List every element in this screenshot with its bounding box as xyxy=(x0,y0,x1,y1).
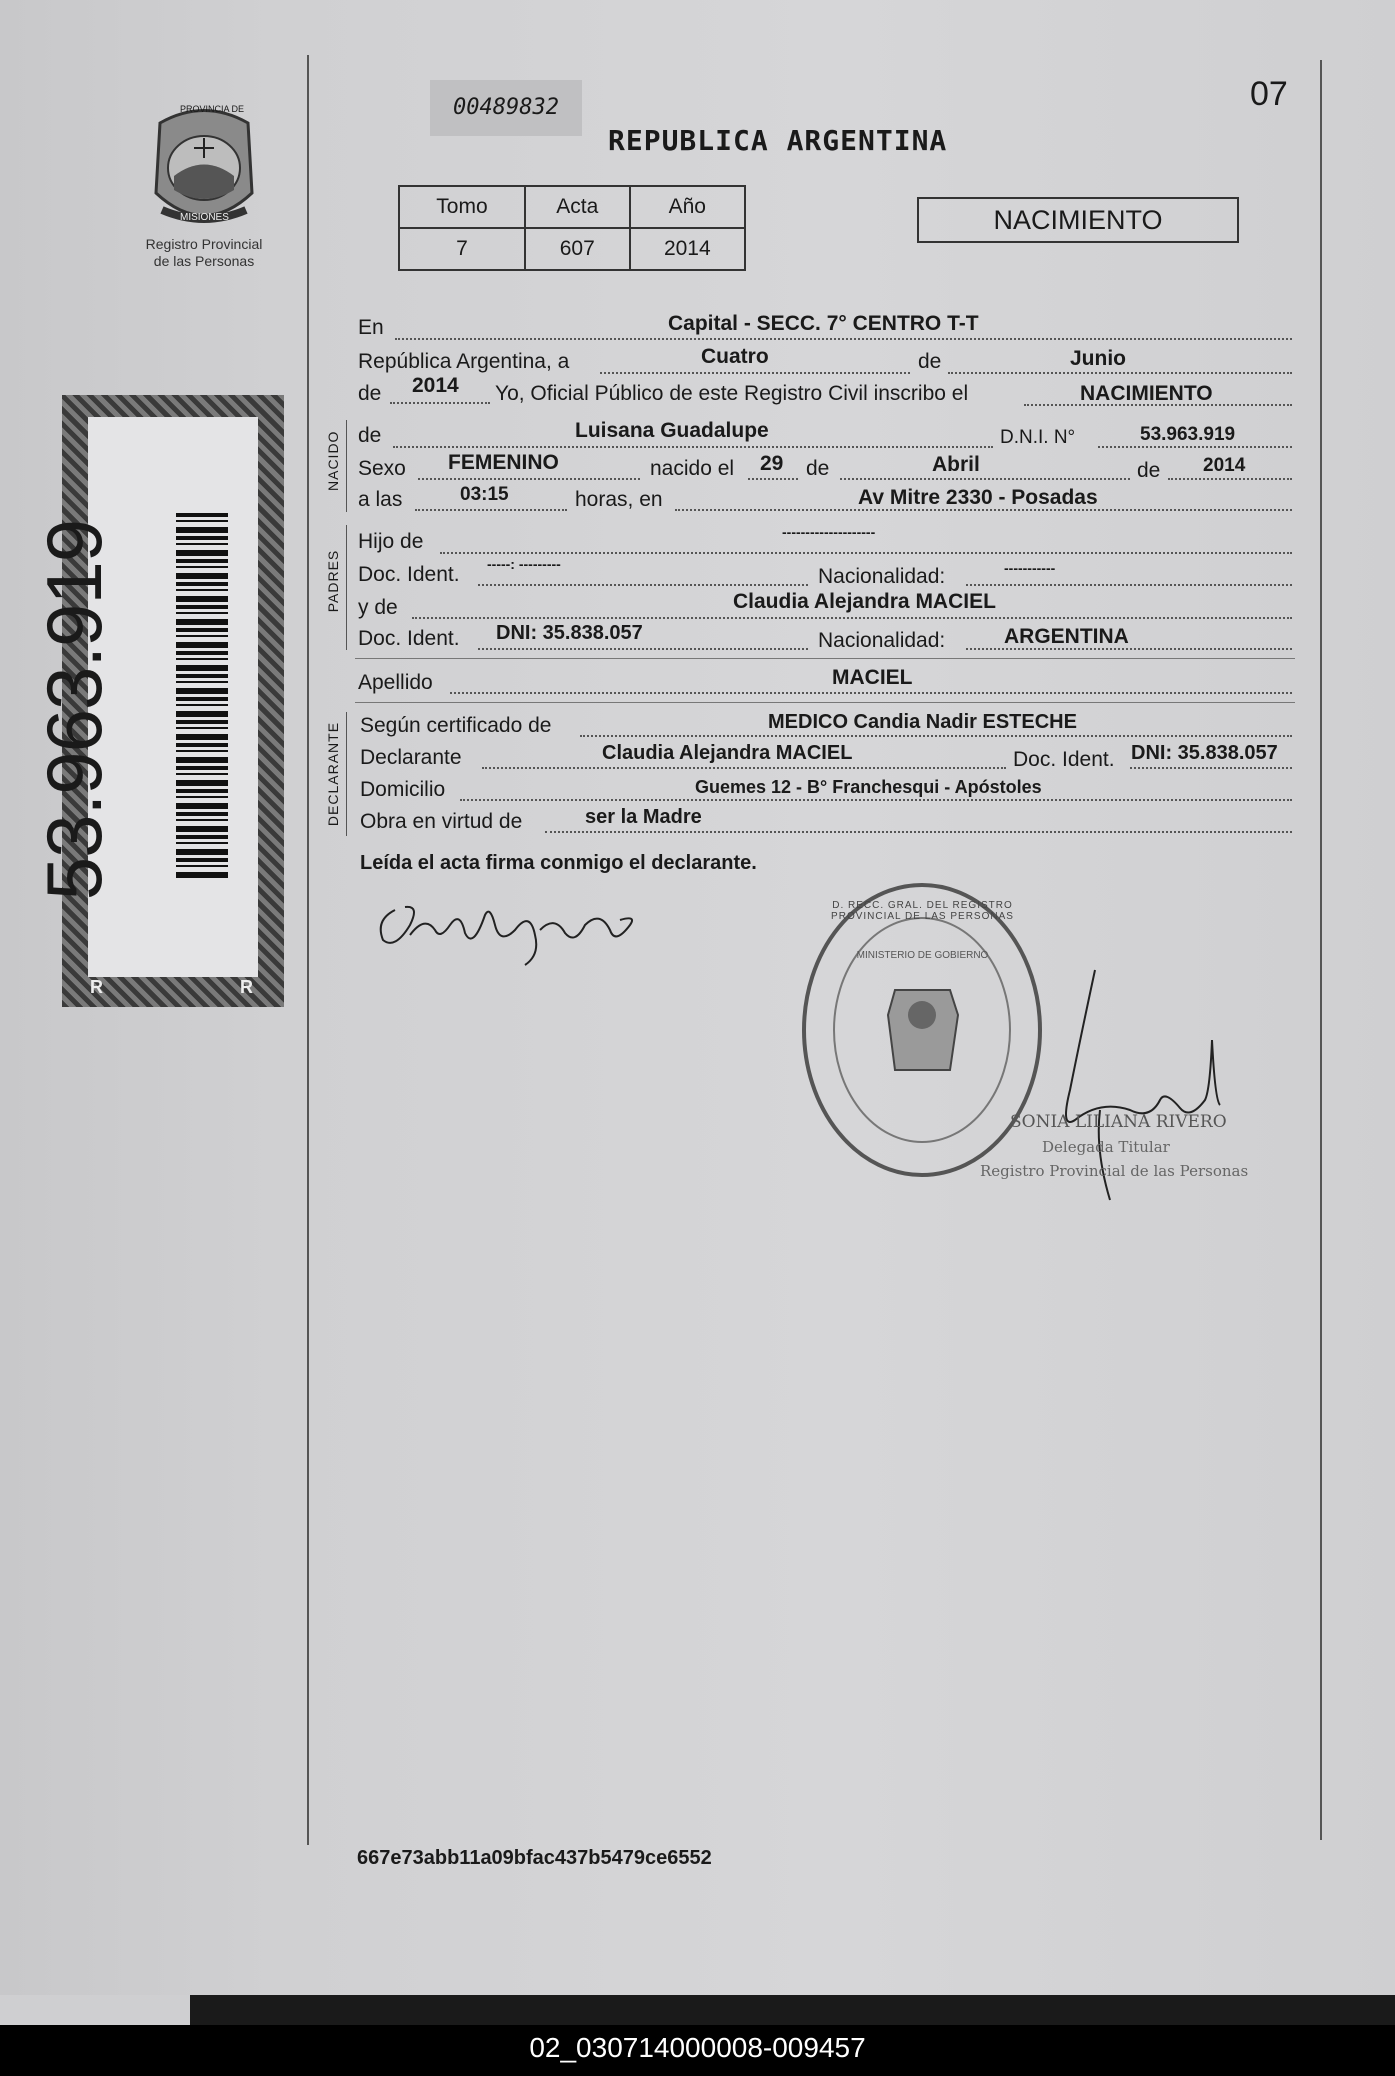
label-declarante: Declarante xyxy=(360,746,462,769)
field-obra: ser la Madre xyxy=(585,806,702,828)
coat-top-text: PROVINCIA DE xyxy=(180,104,245,114)
field-lugar: Capital - SECC. 7° CENTRO T-T xyxy=(668,312,979,335)
table-cell: 607 xyxy=(525,228,630,270)
leader xyxy=(418,478,640,480)
registry-line1: Registro Provincial xyxy=(145,236,263,252)
field-madre: Claudia Alejandra MACIEL xyxy=(733,590,996,613)
leader xyxy=(478,648,808,650)
table-header: Acta xyxy=(525,186,630,228)
leader xyxy=(545,831,1292,833)
field-lugar-nac: Av Mitre 2330 - Posadas xyxy=(858,486,1098,509)
field-apellido: MACIEL xyxy=(832,666,913,689)
field-anio: 2014 xyxy=(412,374,459,397)
label-doc-ident3: Doc. Ident. xyxy=(1013,748,1115,771)
label-de3: de xyxy=(358,424,382,447)
dni-barcode-label xyxy=(30,395,284,1007)
field-mes: Junio xyxy=(1070,347,1126,370)
doc-type-box: NACIMIENTO xyxy=(917,197,1239,243)
leader xyxy=(600,372,910,374)
label-doc-ident2: Doc. Ident. xyxy=(358,627,460,650)
official-office: Registro Provincial de las Personas xyxy=(980,1162,1249,1180)
tomo-acta-anio-table xyxy=(398,185,746,271)
side-label-padres: PADRES xyxy=(325,549,341,613)
stamp-ring-text: D. RECC. GRAL. DEL REGISTRO PROVINCIAL DE LAS PERSONAS xyxy=(831,900,1014,922)
field-nombre: Luisana Guadalupe xyxy=(575,419,769,442)
field-acto: NACIMIENTO xyxy=(1080,382,1213,405)
declarant-signature xyxy=(365,895,640,970)
field-padre: -------------------- xyxy=(782,524,876,540)
label-de4: de xyxy=(806,457,830,480)
field-hora: 03:15 xyxy=(460,484,509,505)
frame-left-line xyxy=(307,55,309,1845)
closing-statement: Leída el acta firma conmigo el declarante. xyxy=(360,852,757,874)
leader xyxy=(395,338,1292,340)
field-doc-declarante: DNI: 35.838.057 xyxy=(1131,742,1278,764)
leader xyxy=(580,735,1292,737)
section-rule xyxy=(355,702,1295,703)
section-rule xyxy=(355,658,1295,659)
coat-bottom-text: MISIONES xyxy=(180,212,229,223)
leader xyxy=(390,402,490,404)
corner-mark-right: R xyxy=(240,977,253,997)
table-header: Año xyxy=(630,186,745,228)
label-yo: Yo, Oficial Público de este Registro Civil inscribo el xyxy=(495,382,969,405)
label-nacido-el: nacido el xyxy=(650,457,735,480)
leader xyxy=(1168,478,1292,480)
label-domicilio: Domicilio xyxy=(360,778,446,801)
leader xyxy=(412,617,1292,619)
field-doc-padre: -----: --------- xyxy=(487,556,561,572)
leader xyxy=(478,584,808,586)
declarante-bracket xyxy=(346,712,347,836)
label-a-las: a las xyxy=(358,488,403,511)
field-doc-madre: DNI: 35.838.057 xyxy=(496,622,643,644)
frame-right-line xyxy=(1320,60,1322,1840)
field-declarante: Claudia Alejandra MACIEL xyxy=(602,742,853,764)
field-nac-padre: ----------- xyxy=(1004,560,1056,576)
leader xyxy=(1098,446,1292,448)
label-dni: D.N.I. N° xyxy=(1000,427,1076,448)
country-title: REPUBLICA ARGENTINA xyxy=(608,124,948,157)
label-en: En xyxy=(358,316,384,339)
registry-line2: de las Personas xyxy=(153,253,255,269)
footer-filename: 02_030714000008-009457 xyxy=(529,2032,866,2063)
leader xyxy=(415,509,567,511)
label-hijo-de: Hijo de xyxy=(358,530,424,553)
label-horas: horas, en xyxy=(575,488,663,511)
table-cell: 2014 xyxy=(630,228,745,270)
page-number: 07 xyxy=(1250,75,1288,113)
coat-of-arms xyxy=(140,98,268,233)
leader xyxy=(393,446,993,448)
document-hash: 667e73abb11a09bfac437b5479ce6552 xyxy=(357,1847,712,1869)
leader xyxy=(460,799,1292,801)
label-segun: Según certificado de xyxy=(360,714,552,737)
field-certificado: MEDICO Candia Nadir ESTECHE xyxy=(768,711,1077,733)
leader xyxy=(440,552,1292,554)
field-sexo: FEMENINO xyxy=(448,451,559,474)
field-nac-madre: ARGENTINA xyxy=(1004,625,1129,648)
table-cell: 7 xyxy=(399,228,525,270)
label-obra: Obra en virtud de xyxy=(360,810,523,833)
leader xyxy=(948,372,1292,374)
stamp-inner-text: MINISTERIO DE GOBIERNO xyxy=(856,950,989,961)
label-apellido: Apellido xyxy=(358,671,433,694)
official-role: Delegada Titular xyxy=(1042,1138,1170,1156)
label-de2: de xyxy=(358,382,382,405)
official-stamp xyxy=(800,880,1045,1180)
corner-mark-left: R xyxy=(90,977,103,997)
dni-side-number: 53.963.919 xyxy=(30,519,118,901)
nacido-bracket xyxy=(346,420,347,512)
label-de5: de xyxy=(1137,459,1161,482)
field-dni: 53.963.919 xyxy=(1140,424,1236,445)
padres-bracket xyxy=(346,525,347,650)
serial-number: 00489832 xyxy=(430,80,582,136)
field-dia-nac: 29 xyxy=(760,452,784,475)
label-de: de xyxy=(918,350,942,373)
leader xyxy=(966,584,1292,586)
label-republica: República Argentina, a xyxy=(358,350,570,373)
label-nacionalidad2: Nacionalidad: xyxy=(818,629,946,652)
field-mes-nac: Abril xyxy=(932,453,980,476)
field-domicilio: Guemes 12 - B° Franchesqui - Apóstoles xyxy=(695,777,1042,797)
label-sexo: Sexo xyxy=(358,457,406,480)
table-header: Tomo xyxy=(399,186,525,228)
field-anio-nac: 2014 xyxy=(1203,455,1246,476)
field-dia: Cuatro xyxy=(701,345,769,368)
leader xyxy=(450,692,1292,694)
leader xyxy=(482,767,1006,769)
label-nacionalidad: Nacionalidad: xyxy=(818,565,946,588)
side-label-declarante: DECLARANTE xyxy=(325,721,341,827)
leader xyxy=(748,478,798,480)
scan-shadow xyxy=(190,1995,1395,2025)
label-doc-ident: Doc. Ident. xyxy=(358,563,460,586)
label-y-de: y de xyxy=(358,596,398,619)
leader xyxy=(1130,767,1292,769)
leader xyxy=(840,478,1130,480)
official-name: SONIA LILIANA RIVERO xyxy=(1010,1112,1227,1132)
side-label-nacido: NACIDO xyxy=(325,430,341,491)
barcode xyxy=(176,513,228,881)
